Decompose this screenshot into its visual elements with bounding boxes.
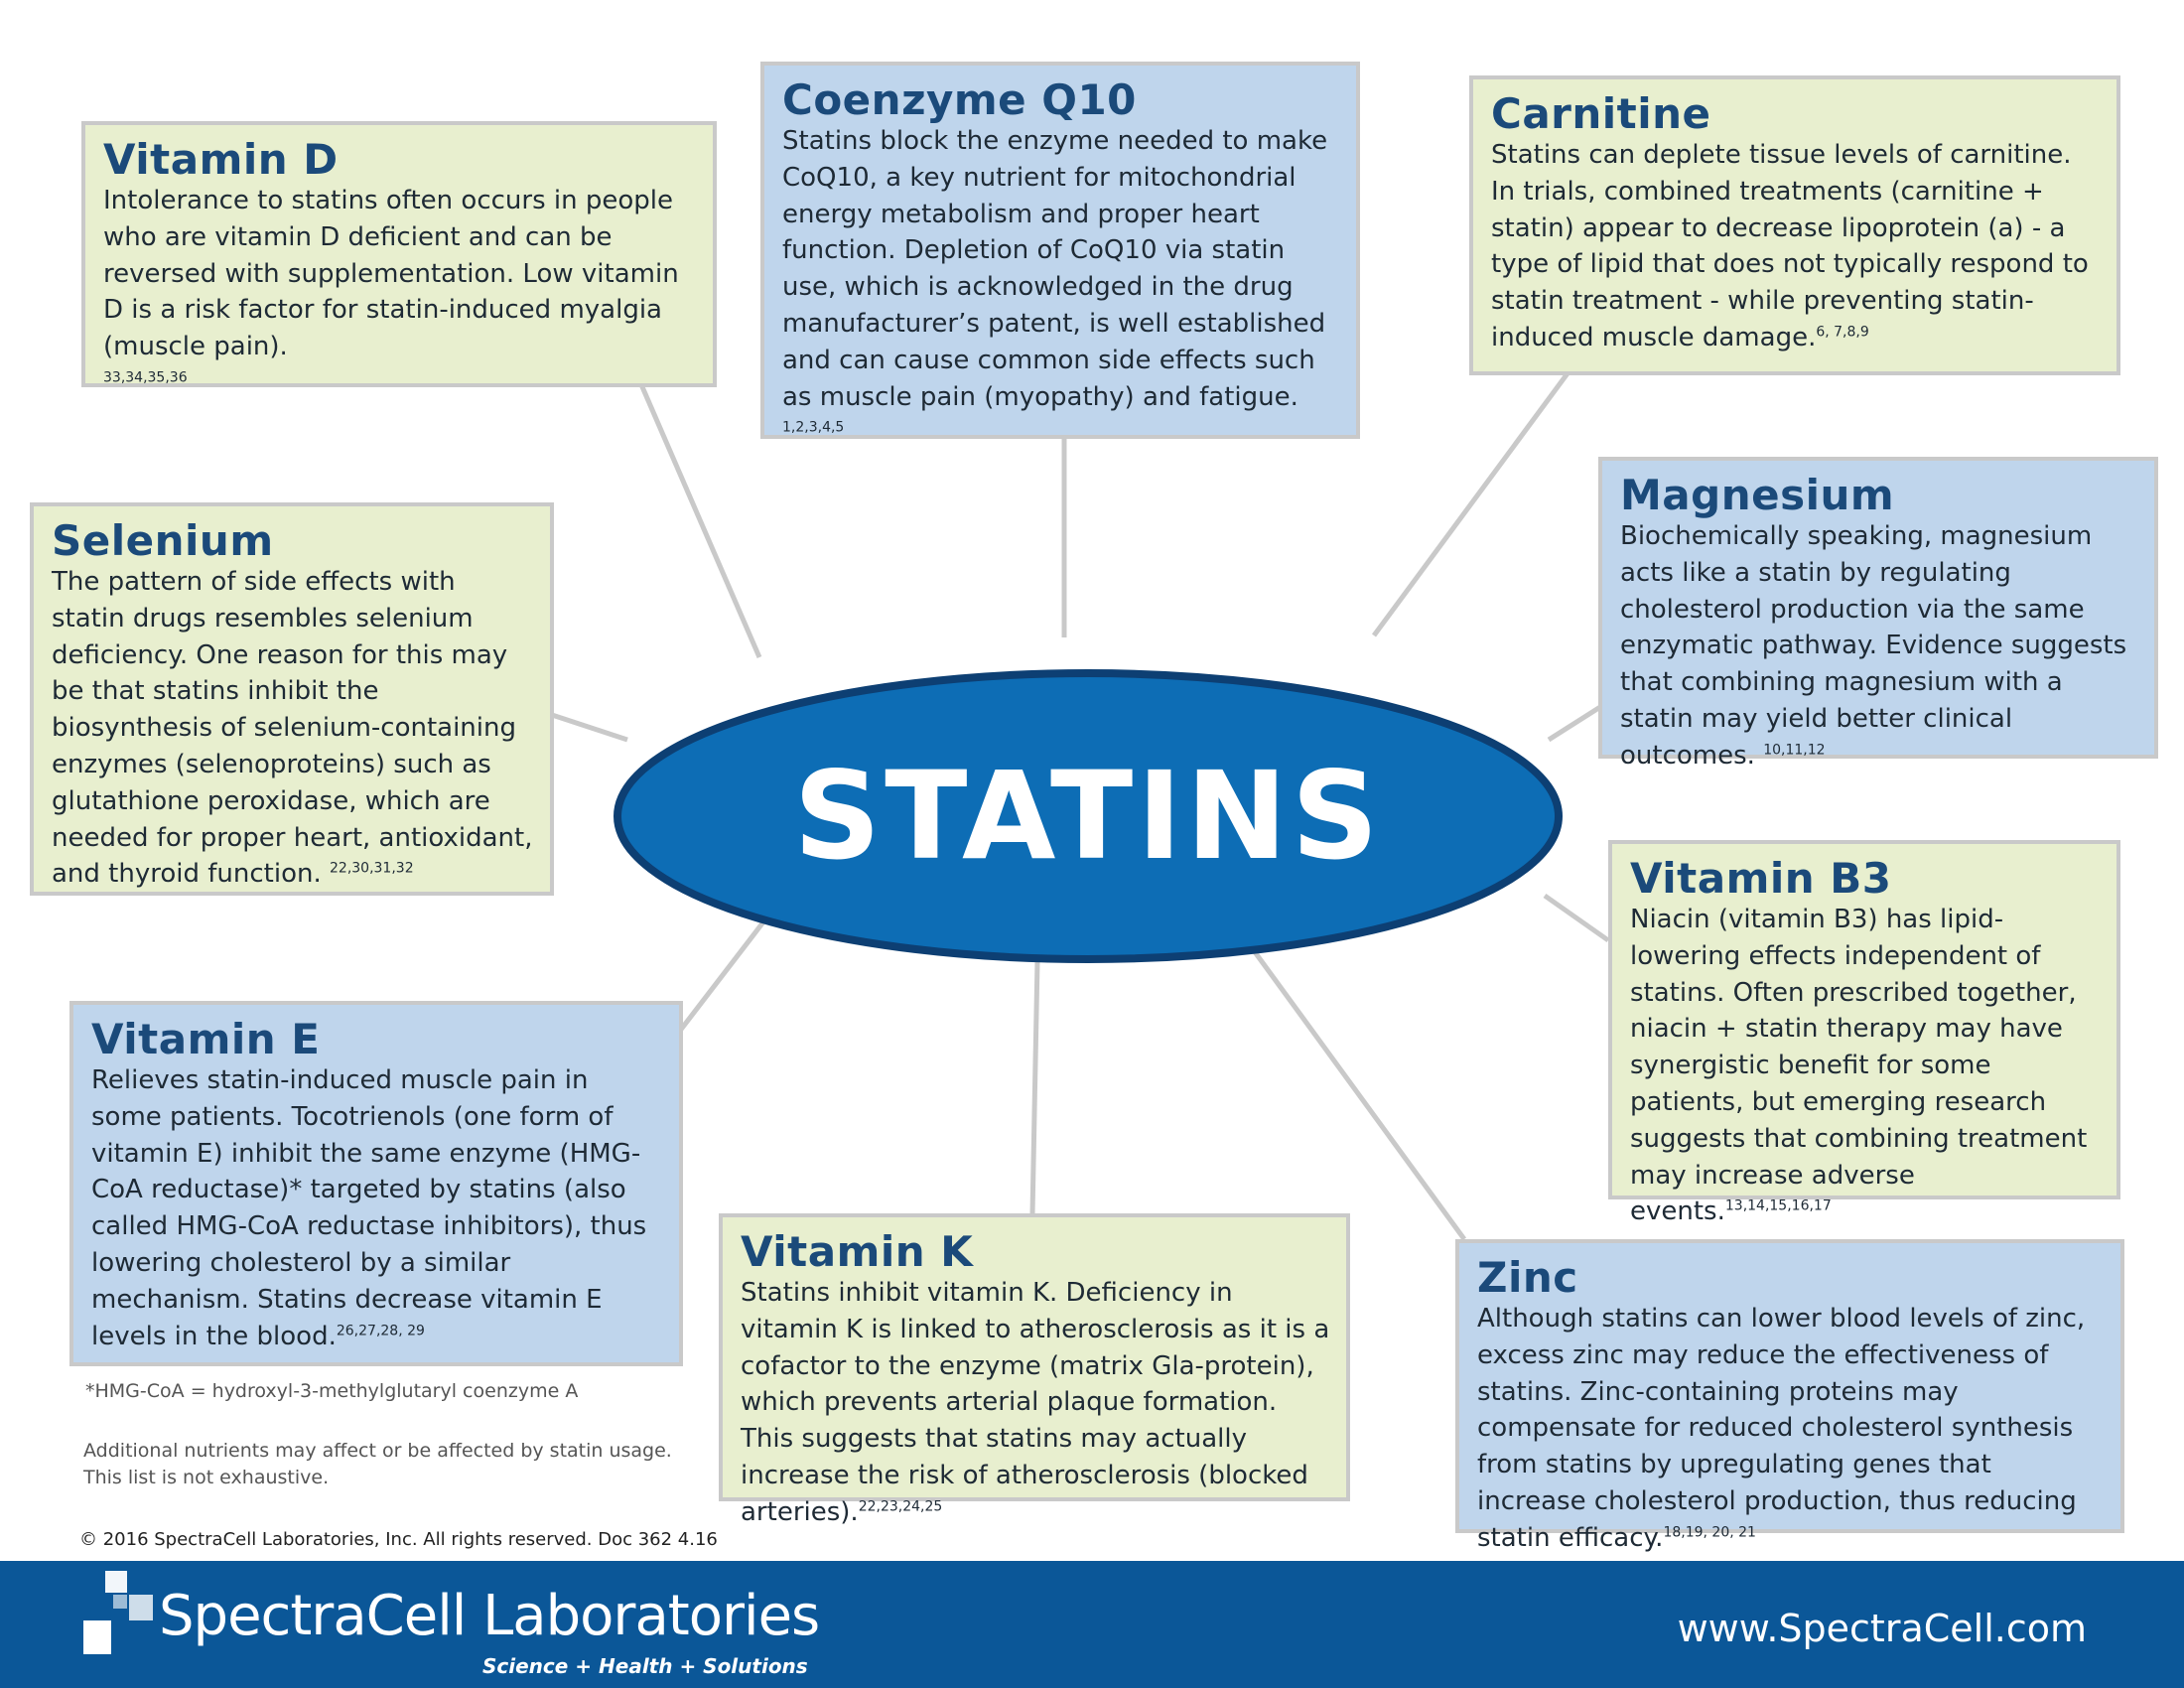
card-coenzyme-q10	[760, 62, 1360, 439]
card-selenium	[30, 502, 554, 896]
connector-carnitine	[1374, 369, 1570, 635]
card-body	[782, 123, 1340, 452]
card-text: Niacin (vitamin B3) has lipid-lowering effects independent of statins. Often prescribed together, niacin + statin therapy may have synergistic benefit for some patients, but emerging research suggests that combining treatment may increase adverse events.	[1630, 905, 2088, 1227]
card-magnesium	[1598, 457, 2158, 771]
additional-nutrients-note	[83, 1438, 672, 1491]
hmg-coa-footnote: *HMG-CoA = hydroxyl-3-methylglutaryl coenzyme A	[85, 1380, 579, 1402]
card-refs: 26,27,28, 29	[336, 1322, 425, 1338]
card-title: Magnesium	[1620, 471, 1895, 519]
website-link[interactable]: www.SpectraCell.com	[1677, 1607, 2087, 1650]
card-refs: 13,14,15,16,17	[1724, 1197, 1832, 1214]
card-title: Vitamin K	[741, 1227, 974, 1276]
card-title: Carnitine	[1491, 89, 1711, 138]
card-body	[103, 183, 697, 402]
card-title: Coenzyme Q10	[782, 75, 1137, 124]
card-text: Biochemically speaking, magnesium acts like a statin by regulating cholesterol production via the same enzymatic pathway. Evidence suggests that combining magnesium with a statin may yield better clinical outcomes.	[1620, 521, 2127, 771]
card-body	[1491, 137, 2101, 356]
card-refs: 33,34,35,36	[103, 369, 188, 386]
connector-zinc	[1253, 949, 1464, 1239]
card-vitamin-b3	[1608, 840, 2120, 1227]
card-body	[1630, 902, 2101, 1230]
card-title: Selenium	[52, 516, 274, 565]
card-text: Although statins can lower blood levels of zinc, excess zinc may reduce the effectiveness of statins. Zinc-containing proteins may compensate for reduced cholesterol synthesis from statins by upregulating genes that increase cholesterol production, thus reducing statin efficacy.	[1477, 1304, 2086, 1553]
card-body	[52, 564, 534, 893]
card-carnitine	[1469, 75, 2120, 375]
additional-note-line-2: This list is not exhaustive.	[83, 1467, 330, 1488]
card-refs: 10,11,12	[1763, 742, 1826, 759]
card-body	[741, 1275, 1330, 1531]
card-refs: 18,19, 20, 21	[1663, 1524, 1756, 1541]
card-text: The pattern of side effects with statin drugs resembles selenium deficiency. One reason for this may be that statins inhibit the biosynthesis of selenium-containing enzymes (selenoproteins) such as glutathione peroxidase, which are needed for proper heart, antioxidant, and thyroid function.	[52, 567, 533, 890]
card-title: Vitamin E	[91, 1015, 321, 1063]
brand-name: SpectraCell Laboratories	[159, 1584, 820, 1648]
spectracell-logo-icon	[83, 1571, 155, 1656]
card-body	[1477, 1301, 2105, 1557]
card-vitamin-k	[719, 1213, 1350, 1527]
statins-center-label: STATINS	[793, 746, 1383, 887]
additional-note-line-1: Additional nutrients may affect or be affected by statin usage.	[83, 1440, 672, 1462]
card-text: Intolerance to statins often occurs in people who are vitamin D deficient and can be reversed with supplementation. Low vitamin D is a risk factor for statin-induced myalgia (muscle pain).	[103, 186, 679, 362]
copyright-notice: © 2016 SpectraCell Laboratories, Inc. All rights reserved. Doc 362 4.16	[79, 1529, 718, 1550]
card-refs: 6, 7,8,9	[1816, 324, 1869, 341]
card-refs: 22,23,24,25	[858, 1498, 943, 1515]
card-title: Vitamin D	[103, 135, 339, 184]
card-text: Statins inhibit vitamin K. Deficiency in vitamin K is linked to atherosclerosis as it is a cofactor to the enzyme (matrix Gla-protein), which prevents arterial plaque formation. This suggests that statins may actually increase the risk of atherosclerosis (blocked arteries).	[741, 1278, 1330, 1527]
card-text: Statins can deplete tissue levels of carnitine. In trials, combined treatments (carnitine + statin) appear to decrease lipoprotein (a) - a type of lipid that does not typically respond to statin treatment - while preventing statin-induced muscle damage.	[1491, 140, 2089, 352]
card-refs: 22,30,31,32	[330, 860, 414, 877]
card-title: Vitamin B3	[1630, 854, 1892, 903]
connector-vitamin-k	[1032, 961, 1037, 1214]
card-text: Relieves statin-induced muscle pain in some patients. Tocotrienols (one form of vitamin E) inhibit the same enzyme (HMG-CoA reductase)* targeted by statins (also called HMG-CoA reductase inhibitors), thus lowering cholesterol by a similar mechanism. Statins decrease vitamin E levels in the blood.	[91, 1065, 647, 1351]
card-body	[91, 1062, 663, 1354]
brand-tagline: Science + Health + Solutions	[482, 1654, 808, 1678]
card-vitamin-e	[69, 1001, 683, 1366]
card-vitamin-d	[81, 121, 717, 387]
card-refs: 1,2,3,4,5	[782, 419, 845, 436]
card-title: Zinc	[1477, 1253, 1578, 1302]
connector-vitamin-d	[640, 382, 759, 657]
card-body	[1620, 518, 2138, 774]
card-text: Statins block the enzyme needed to make CoQ10, a key nutrient for mitochondrial energy metabolism and proper heart function. Depletion of CoQ10 via statin use, which is acknowledged in the drug manufacturer’s patent, is well established and can cause common side effects such as muscle pain (myopathy) and fatigue.	[782, 126, 1328, 412]
card-zinc	[1455, 1239, 2124, 1553]
